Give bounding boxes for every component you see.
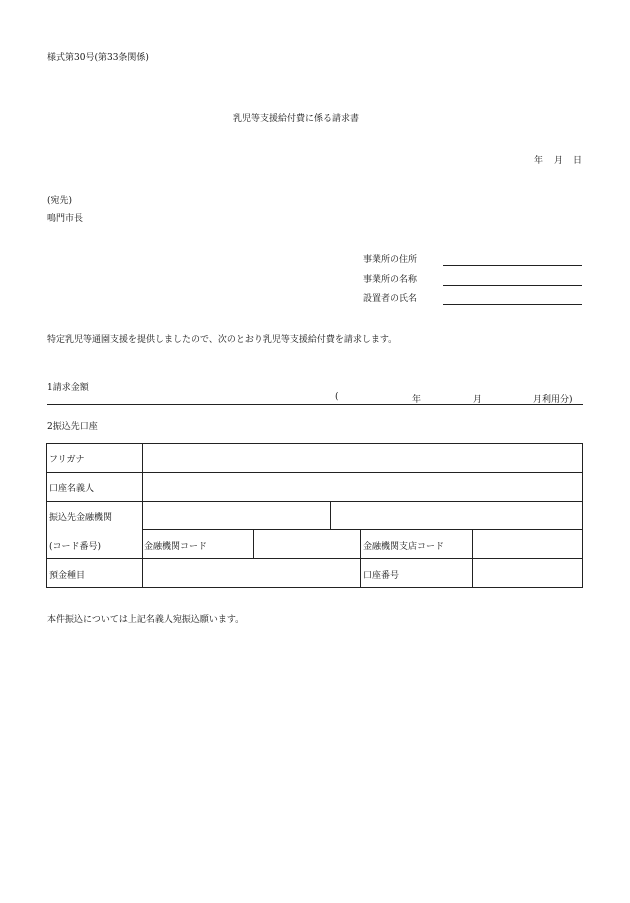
office-name-label: 事業所の名称	[363, 275, 418, 285]
bank-code-field[interactable]	[254, 530, 360, 558]
claim-year-label: 年	[412, 395, 422, 405]
date-month-label: 月	[554, 156, 564, 166]
addressee-label: (宛先)	[47, 196, 73, 206]
institution-label: 振込先金融機関	[49, 513, 113, 523]
furigana-label: フリガナ	[49, 455, 85, 465]
addressee-name: 鳴門市長	[47, 214, 84, 224]
founder-name-label: 設置者の氏名	[363, 294, 418, 304]
date-day-label: 日	[573, 156, 583, 166]
account-holder-field[interactable]	[143, 473, 582, 501]
bank-account-heading: 2振込先口座	[47, 422, 98, 432]
claim-amount-heading: 1請求金額	[47, 383, 89, 393]
claim-open-paren: (	[335, 392, 339, 402]
account-number-label: 口座番号	[363, 571, 400, 581]
branch-code-field[interactable]	[473, 530, 582, 558]
bank-name-field[interactable]	[143, 502, 330, 529]
footer-note: 本件振込については上記名義人宛振込願います。	[47, 615, 245, 625]
code-number-label: (コード番号)	[49, 542, 102, 552]
claim-amount-line[interactable]	[47, 404, 583, 405]
furigana-field[interactable]	[143, 444, 582, 472]
office-address-line[interactable]	[443, 265, 582, 266]
date-year-label: 年	[534, 156, 544, 166]
claim-usage-label: 月利用分)	[533, 395, 573, 405]
account-holder-label: 口座名義人	[49, 484, 95, 494]
branch-name-field[interactable]	[331, 502, 582, 529]
claim-statement: 特定乳児等通園支援を提供しましたので、次のとおり乳児等支援給付費を請求します。	[47, 335, 398, 345]
deposit-type-label: 預金種目	[49, 571, 86, 581]
deposit-type-field[interactable]	[143, 559, 360, 587]
office-name-line[interactable]	[443, 285, 582, 286]
document-title: 乳児等支援給付費に係る請求書	[233, 114, 360, 124]
claim-month-label: 月	[473, 395, 483, 405]
account-number-field[interactable]	[473, 559, 582, 587]
bank-code-label: 金融機関コード	[144, 542, 208, 552]
office-address-label: 事業所の住所	[363, 255, 418, 265]
form-number: 様式第30号(第33条関係)	[47, 53, 149, 63]
founder-name-line[interactable]	[443, 304, 582, 305]
branch-code-label: 金融機関支店コード	[363, 542, 445, 552]
